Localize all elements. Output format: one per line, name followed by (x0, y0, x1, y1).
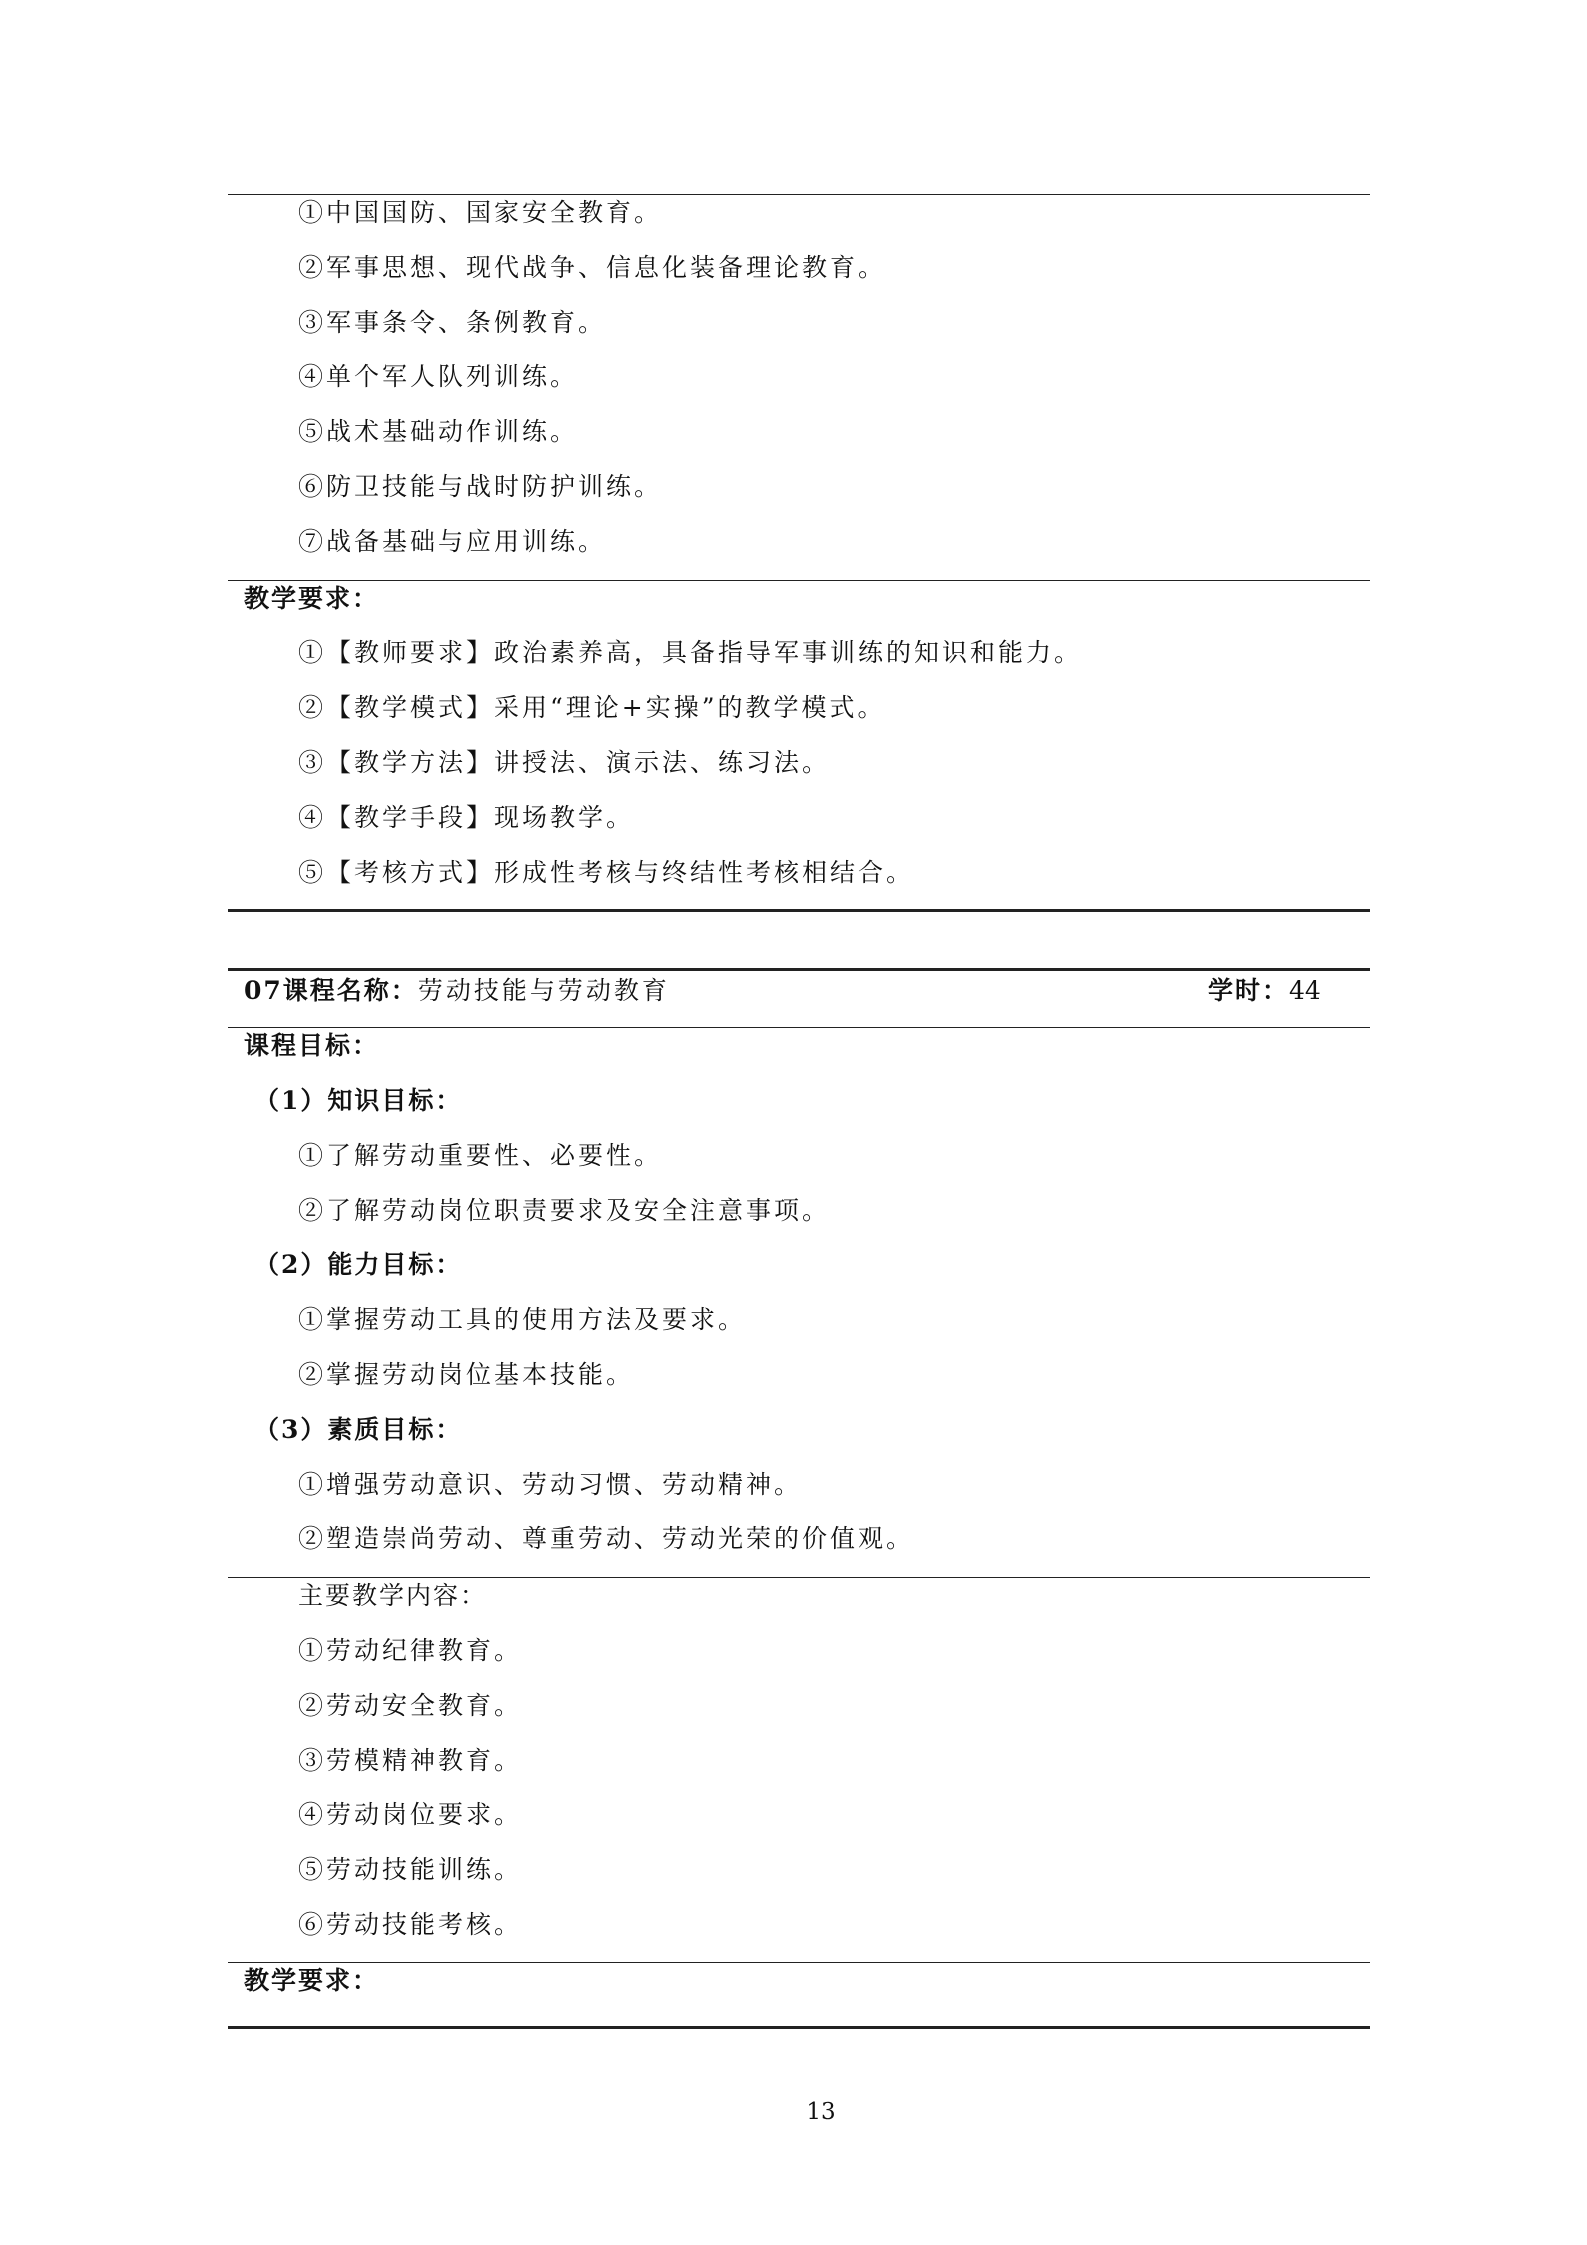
knowledge-objective-label: （1）知识目标： (254, 1086, 463, 1115)
course-hours (1208, 974, 1321, 1008)
course-name: 劳动技能与劳动教育 (417, 976, 670, 1005)
content-item: ①劳动纪律教育。 (298, 1636, 523, 1665)
requirement-item: ①【教师要求】政治素养高，具备指导军事训练的知识和能力。 (298, 638, 1083, 667)
teaching-requirements-label: 教学要求： (244, 584, 380, 613)
course-title-row (244, 974, 670, 1008)
table-bottom-rule (228, 2026, 1370, 2029)
content-item: ⑤劳动技能训练。 (298, 1855, 523, 1884)
main-content-label: 主要教学内容： (298, 1581, 488, 1610)
content-item: ④单个军人队列训练。 (298, 362, 579, 391)
objective-item: ①掌握劳动工具的使用方法及要求。 (298, 1305, 747, 1334)
content-item: ⑦战备基础与应用训练。 (298, 527, 607, 556)
page-number: 13 (806, 2099, 836, 2125)
hours-label: 学时： (1208, 976, 1290, 1005)
table-top-rule (228, 968, 1370, 971)
requirement-item: ④【教学手段】现场教学。 (298, 803, 635, 832)
content-item: ②劳动安全教育。 (298, 1691, 523, 1720)
content-item: ①中国国防、国家安全教育。 (298, 198, 663, 227)
content-item: ⑤战术基础动作训练。 (298, 417, 579, 446)
content-item: ③劳模精神教育。 (298, 1746, 523, 1775)
course-name-label: 课程名称： (282, 976, 418, 1005)
quality-objective-label: （3）素质目标： (254, 1415, 463, 1444)
row-divider (228, 1027, 1370, 1028)
table-bottom-rule (228, 909, 1370, 912)
hours-value: 44 (1289, 976, 1321, 1005)
row-divider (228, 1962, 1370, 1963)
ability-objective-label: （2）能力目标： (254, 1250, 463, 1279)
objective-item: ①了解劳动重要性、必要性。 (298, 1141, 663, 1170)
content-item: ②军事思想、现代战争、信息化装备理论教育。 (298, 253, 887, 282)
objective-item: ②了解劳动岗位职责要求及安全注意事项。 (298, 1196, 831, 1225)
requirement-item: ②【教学模式】采用“理论+实操”的教学模式。 (298, 693, 886, 722)
requirement-item: ③【教学方法】讲授法、演示法、练习法。 (298, 748, 831, 777)
objective-item: ②塑造崇尚劳动、尊重劳动、劳动光荣的价值观。 (298, 1524, 915, 1553)
objective-item: ②掌握劳动岗位基本技能。 (298, 1360, 635, 1389)
content-item: ③军事条令、条例教育。 (298, 308, 607, 337)
requirement-item: ⑤【考核方式】形成性考核与终结性考核相结合。 (298, 858, 915, 887)
course-number: 07 (244, 976, 283, 1005)
content-item: ⑥防卫技能与战时防护训练。 (298, 472, 663, 501)
objective-item: ①增强劳动意识、劳动习惯、劳动精神。 (298, 1470, 803, 1499)
row-divider (228, 580, 1370, 581)
teaching-requirements-label: 教学要求： (244, 1966, 380, 1995)
content-item: ④劳动岗位要求。 (298, 1800, 523, 1829)
objectives-label: 课程目标： (244, 1031, 380, 1060)
table-top-rule (228, 194, 1370, 195)
content-item: ⑥劳动技能考核。 (298, 1910, 523, 1939)
row-divider (228, 1577, 1370, 1578)
